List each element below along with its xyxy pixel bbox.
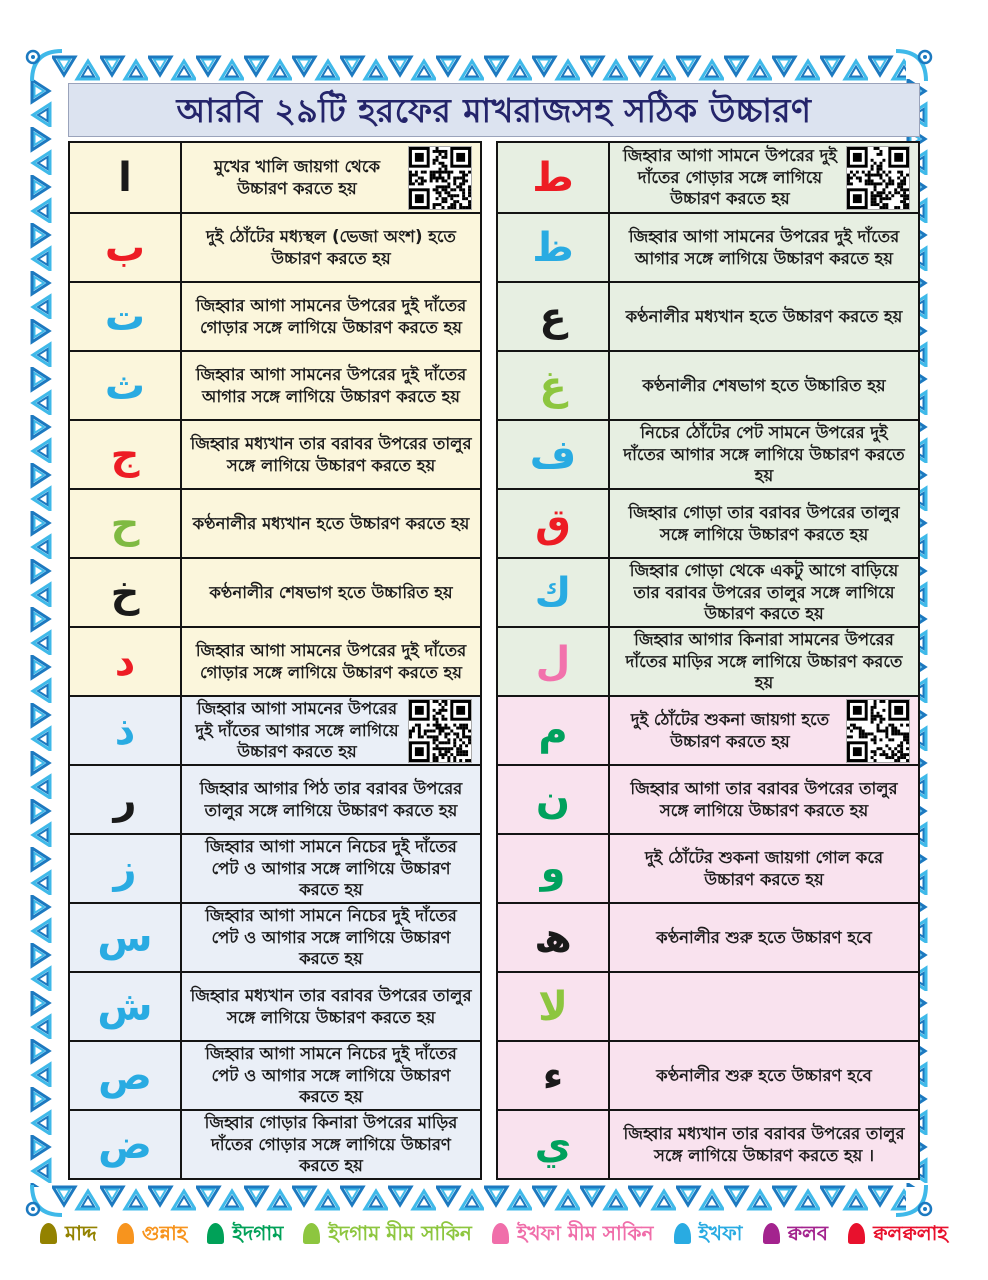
table-row-right-9 — [498, 695, 918, 764]
arabic-letter: م — [498, 697, 610, 764]
legend-label: গুন্নাহ — [141, 1221, 188, 1245]
arabic-letter: د — [70, 628, 182, 695]
table-row-right-3 — [498, 281, 918, 350]
drop-icon — [674, 1223, 691, 1244]
table-row-right-8 — [498, 626, 918, 695]
description-cell — [610, 352, 918, 419]
table-row-left-7 — [70, 557, 480, 626]
description-cell — [182, 904, 480, 971]
description-text: কণ্ঠনালীর মধ্যখান হতে উচ্চারণ করতে হয় — [192, 513, 470, 533]
table-row-right-7 — [498, 557, 918, 626]
legend-bar — [34, 1214, 954, 1252]
table-row-left-6 — [70, 488, 480, 557]
arabic-letter: ء — [498, 1042, 610, 1109]
description-text: কণ্ঠনালীর শেষভাগ হতে উচ্চারিত হয় — [209, 582, 453, 602]
description-text: দুই ঠোঁটের শুকনা জায়গা হতে উচ্চারণ করতে হয় — [630, 709, 830, 751]
description-cell — [610, 766, 918, 833]
arabic-letter: ث — [70, 352, 182, 419]
legend-item-1 — [40, 1223, 97, 1244]
table-row-right-11 — [498, 833, 918, 902]
description-cell — [610, 973, 918, 1040]
description-text: জিহ্বার গোড়ার কিনারা উপরের মাড়ির দাঁতের গোড়ার সঙ্গে লাগিয়ে উচ্চারণ করতে হয় — [204, 1112, 458, 1176]
arabic-letter: ض — [70, 1111, 182, 1178]
border-left-zigzag — [30, 79, 52, 1187]
arabic-letter: ف — [498, 421, 610, 488]
description-cell — [610, 697, 918, 764]
legend-label: ক্বলক্বলাহ — [873, 1221, 948, 1245]
description-cell — [610, 628, 918, 695]
description-cell — [182, 143, 480, 212]
description-cell — [182, 835, 480, 902]
border-top-zigzag — [52, 55, 906, 81]
legend-label: ইখফা মীম সাকিন — [516, 1221, 654, 1245]
drop-icon — [848, 1223, 865, 1244]
description-text: জিহ্বার আগার কিনারা সামনের উপরের দাঁতের মাড়ির সঙ্গে লাগিয়ে উচ্চারণ করতে হয় — [625, 629, 903, 693]
table-row-left-14 — [70, 1040, 480, 1109]
table-row-right-13 — [498, 971, 918, 1040]
description-cell — [610, 283, 918, 350]
arabic-letter: غ — [498, 352, 610, 419]
arabic-letter: ن — [498, 766, 610, 833]
description-cell — [610, 559, 918, 626]
table-row-left-15 — [70, 1109, 480, 1178]
table-row-left-1 — [70, 143, 480, 212]
description-cell — [182, 559, 480, 626]
table-row-left-10 — [70, 764, 480, 833]
arabic-letter: ط — [498, 143, 610, 212]
description-cell — [182, 766, 480, 833]
arabic-letter: ي — [498, 1111, 610, 1178]
legend-item-7 — [763, 1223, 828, 1244]
arabic-letter: و — [498, 835, 610, 902]
description-text: জিহ্বার আগা সামনে নিচের দুই দাঁতের পেট ও আগার সঙ্গে লাগিয়ে উচ্চারণ করতে হয় — [205, 905, 457, 969]
description-text: কণ্ঠনালীর শুরু হতে উচ্চারণ হবে — [656, 927, 872, 947]
description-text: জিহ্বার আগা সামনে নিচের দুই দাঁতের পেট ও আগার সঙ্গে লাগিয়ে উচ্চারণ করতে হয় — [205, 1043, 457, 1107]
legend-label: ইখফা — [698, 1221, 743, 1245]
description-cell — [182, 628, 480, 695]
table-row-right-14 — [498, 1040, 918, 1109]
arabic-letter: ظ — [498, 214, 610, 281]
description-text: জিহ্বার গোড়া থেকে একটু আগে বাড়িয়ে তার বরাবর উপরের তালুর সঙ্গে লাগিয়ে উচ্চারণ করতে হয় — [629, 560, 899, 624]
table-row-right-4 — [498, 350, 918, 419]
table-row-right-15 — [498, 1109, 918, 1178]
description-text: জিহ্বার গোড়া তার বরাবর উপরের তালুর সঙ্গে লাগিয়ে উচ্চারণ করতে হয় — [628, 502, 900, 544]
table-row-left-3 — [70, 281, 480, 350]
qr-code — [846, 699, 910, 763]
description-cell — [610, 835, 918, 902]
letters-column-right — [496, 141, 920, 1180]
description-text: মুখের খালি জায়গা থেকে উচ্চারণ করতে হয় — [214, 156, 380, 198]
legend-item-5 — [492, 1223, 653, 1244]
table-row-right-5 — [498, 419, 918, 488]
description-text: নিচের ঠোঁটের পেট সামনে উপরের দুই দাঁতের আগার সঙ্গে লাগিয়ে উচ্চারণ করতে হয় — [623, 422, 905, 486]
description-text: জিহ্বার আগা সামনের উপরের দুই দাঁতের আগার সঙ্গে লাগিয়ে উচ্চারণ করতে হয় — [628, 226, 900, 268]
legend-item-4 — [303, 1223, 471, 1244]
description-text: জিহ্বার আগা সামনে উপরের দুই দাঁতের গোড়ার সঙ্গে লাগিয়ে উচ্চারণ করতে হয় — [623, 145, 837, 209]
arabic-letter: ق — [498, 490, 610, 557]
table-row-left-8 — [70, 626, 480, 695]
description-cell — [182, 352, 480, 419]
legend-label: ইদগাম মীম সাকিন — [328, 1221, 472, 1245]
legend-item-2 — [117, 1223, 187, 1244]
arabic-letter: ھ — [498, 904, 610, 971]
description-cell — [610, 904, 918, 971]
arabic-letter: ز — [70, 835, 182, 902]
legend-item-6 — [674, 1223, 743, 1244]
description-cell — [610, 421, 918, 488]
legend-label: মাদ্দ — [65, 1221, 97, 1245]
arabic-letter: ع — [498, 283, 610, 350]
arabic-letter: ك — [498, 559, 610, 626]
description-cell — [182, 973, 480, 1040]
table-row-left-4 — [70, 350, 480, 419]
description-cell — [610, 143, 918, 212]
border-bottom-zigzag — [52, 1185, 906, 1211]
arabic-letter: ب — [70, 214, 182, 281]
description-cell — [182, 697, 480, 764]
description-text: দুই ঠোঁটের শুকনা জায়গা গোল করে উচ্চারণ করতে হয় — [644, 847, 884, 889]
description-cell — [610, 214, 918, 281]
description-text: জিহ্বার মধ্যখান তার বরাবর উপরের তালুর সঙ্গে লাগিয়ে উচ্চারণ করতে হয় — [190, 433, 472, 475]
description-cell — [182, 1042, 480, 1109]
description-text: জিহ্বার আগা সামনে নিচের দুই দাঁতের পেট ও আগার সঙ্গে লাগিয়ে উচ্চারণ করতে হয় — [205, 836, 457, 900]
legend-item-8 — [848, 1223, 948, 1244]
table-row-right-2 — [498, 212, 918, 281]
page-title: আরবি ২৯টি হরফের মাখরাজসহ সঠিক উচ্চারণ — [176, 90, 812, 130]
legend-item-3 — [207, 1223, 283, 1244]
arabic-letter: ش — [70, 973, 182, 1040]
description-text: জিহ্বার আগার পিঠ তার বরাবর উপরের তালুর সঙ্গে লাগিয়ে উচ্চারণ করতে হয় — [199, 778, 463, 820]
arabic-letter: ج — [70, 421, 182, 488]
table-row-left-13 — [70, 971, 480, 1040]
description-cell — [610, 1111, 918, 1178]
description-cell — [182, 490, 480, 557]
qr-code — [408, 699, 472, 763]
arabic-letter: ل — [498, 628, 610, 695]
table-row-right-6 — [498, 488, 918, 557]
table-row-left-9 — [70, 695, 480, 764]
description-text: দুই ঠোঁটের মধ্যস্থল (ভেজা অংশ) হতে উচ্চারণ করতে হয় — [206, 226, 456, 268]
arabic-letter: خ — [70, 559, 182, 626]
table-row-right-1 — [498, 143, 918, 212]
arabic-letter: لا — [498, 973, 610, 1040]
arabic-letter: ذ — [70, 697, 182, 764]
table-row-left-11 — [70, 833, 480, 902]
letters-column-left — [68, 141, 482, 1180]
table-row-right-12 — [498, 902, 918, 971]
table-row-left-12 — [70, 902, 480, 971]
description-text: কণ্ঠনালীর শেষভাগ হতে উচ্চারিত হয় — [642, 375, 886, 395]
table-row-right-10 — [498, 764, 918, 833]
description-cell — [182, 283, 480, 350]
arabic-letter: ا — [70, 143, 182, 212]
drop-icon — [763, 1223, 780, 1244]
description-cell — [610, 1042, 918, 1109]
drop-icon — [303, 1223, 320, 1244]
drop-icon — [117, 1223, 134, 1244]
description-cell — [610, 490, 918, 557]
description-text: জিহ্বার আগা তার বরাবর উপরের তালুর সঙ্গে লাগিয়ে উচ্চারণ করতে হয় — [630, 778, 898, 820]
corner-ornament-icon — [20, 45, 64, 89]
drop-icon — [207, 1223, 224, 1244]
description-text: জিহ্বার আগা সামনের উপরের দুই দাঁতের গোড়ার সঙ্গে লাগিয়ে উচ্চারণ করতে হয় — [195, 640, 467, 682]
table-row-left-5 — [70, 419, 480, 488]
legend-label: ইদগাম — [232, 1221, 284, 1245]
arabic-letter: ح — [70, 490, 182, 557]
drop-icon — [492, 1223, 509, 1244]
description-cell — [182, 1111, 480, 1178]
description-cell — [182, 421, 480, 488]
qr-code — [846, 146, 910, 210]
description-text: জিহ্বার আগা সামনের উপরের দুই দাঁতের আগার সঙ্গে লাগিয়ে উচ্চারণ করতে হয় — [195, 364, 467, 406]
arabic-letter: ت — [70, 283, 182, 350]
description-text: জিহ্বার মধ্যখান তার বরাবর উপরের তালুর সঙ্গে লাগিয়ে উচ্চারণ করতে হয় — [190, 985, 472, 1027]
arabic-letter: ص — [70, 1042, 182, 1109]
arabic-letter: س — [70, 904, 182, 971]
description-text: জিহ্বার আগা সামনের উপরের দুই দাঁতের গোড়ার সঙ্গে লাগিয়ে উচ্চারণ করতে হয় — [195, 295, 467, 337]
poster-title-band — [68, 83, 920, 137]
qr-code — [408, 146, 472, 210]
description-text: কণ্ঠনালীর মধ্যখান হতে উচ্চারণ করতে হয় — [625, 306, 903, 326]
drop-icon — [40, 1223, 57, 1244]
table-row-left-2 — [70, 212, 480, 281]
legend-label: ক্বলব — [787, 1221, 828, 1245]
arabic-letter: ر — [70, 766, 182, 833]
description-text: কণ্ঠনালীর শুরু হতে উচ্চারণ হবে — [656, 1065, 872, 1085]
description-text: জিহ্বার আগা সামনের উপরের দুই দাঁতের আগার সঙ্গে লাগিয়ে উচ্চারণ করতে হয় — [195, 698, 399, 762]
description-cell — [182, 214, 480, 281]
description-text: জিহ্বার মধ্যখান তার বরাবর উপরের তালুর সঙ্গে লাগিয়ে উচ্চারণ করতে হয় । — [623, 1123, 905, 1165]
